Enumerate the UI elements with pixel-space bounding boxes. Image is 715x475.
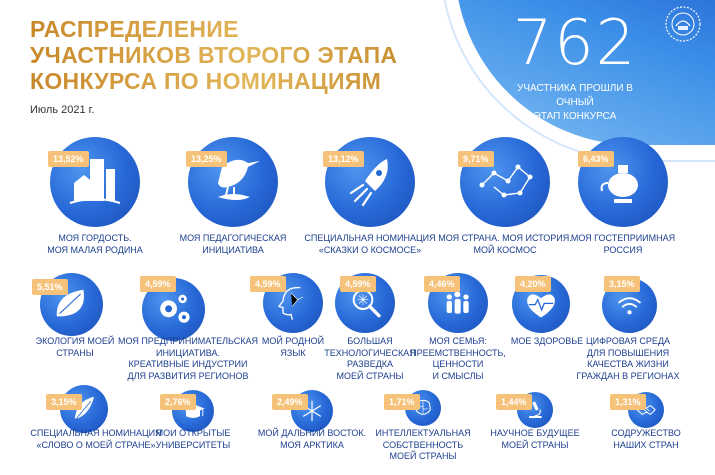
nomination-label-line: ЦИФРОВАЯ СРЕДА [585, 336, 671, 346]
nomination-label-line: НАУЧНОЕ БУДУЩЕЕ [490, 428, 580, 438]
nomination-label-line: СТРАНЫ [56, 347, 94, 358]
nomination-label-line: ДЛЯ РАЗВИТИЯ РЕГИОНОВ [127, 370, 249, 381]
nomination-label-line: ЯЗЫК [280, 347, 306, 358]
nomination-label-line: МОЯ МАЛАЯ РОДИНА [47, 244, 143, 255]
nomination-label [563, 336, 693, 382]
nomination-label [553, 233, 693, 256]
page-title [30, 16, 397, 94]
value-badge: 1,71% [384, 394, 420, 410]
contest-emblem-icon [663, 4, 703, 44]
nomination-label-line: КРЕАТИВНЫЕ ИНДУСТРИИ [128, 359, 248, 369]
nomination-label-line: МОЯ ГОСТЕПРИИМНАЯ [570, 233, 676, 243]
value-badge: 4,46% [424, 276, 460, 292]
nomination-label-line: ИНТЕЛЛЕКТУАЛЬНАЯ [375, 428, 471, 438]
caption-line: ЭТАП КОНКУРСА [533, 111, 617, 122]
nomination-label-line: ГРАЖДАН В РЕГИОНАХ [576, 370, 680, 381]
nomination-label-line: РАЗВЕДКА [346, 359, 394, 369]
nomination-label-line: МОЯ СЕМЬЯ: [429, 336, 487, 346]
value-badge: 2,76% [160, 394, 196, 410]
nomination-label-line: РОССИЯ [603, 244, 643, 255]
nomination-label-line: СОДРУЖЕСТВО [611, 428, 681, 438]
nomination-label-line: ТЕХНОЛОГИЧЕСКАЯ [324, 347, 416, 358]
value-badge: 13,25% [186, 151, 227, 167]
value-badge: 1,31% [610, 394, 646, 410]
value-badge: 3,15% [46, 394, 82, 410]
nomination-label [158, 233, 308, 256]
nomination-label-line: МОЕЙ СТРАНЫ [501, 439, 569, 450]
nomination-label-line: СОБСТВЕННОСТЬ [382, 439, 464, 450]
participants-caption [505, 82, 645, 124]
nomination-label-line: И СМЫСЛЫ [432, 370, 484, 381]
nomination-label-line: МОЯ ПЕДАГОГИЧЕСКАЯ [179, 233, 287, 243]
nomination-label-line: ПРЕЕМСТВЕННОСТЬ, [410, 347, 506, 358]
nomination-label-line: СПЕЦИАЛЬНАЯ НОМИНАЦИЯ [30, 428, 162, 438]
nomination-label-line: УНИВЕРСИТЕТЫ [155, 439, 231, 450]
nomination-label-line: ИНИЦИАТИВА [202, 244, 264, 255]
nomination-label-line: ИНИЦИАТИВА. [155, 347, 221, 358]
participants-total: 762 [512, 6, 638, 79]
value-badge: 5,51% [32, 279, 68, 295]
value-badge: 13,12% [323, 151, 364, 167]
nomination-label [20, 233, 170, 256]
value-badge: 4,59% [250, 276, 286, 292]
nomination-label [475, 428, 595, 451]
nomination-label-line: МОЙ КОСМОС [473, 244, 537, 255]
report-date: Июль 2021 г. [30, 104, 95, 116]
nomination-label-line: МОЙ РОДНОЙ [261, 336, 325, 346]
nomination-label-line: КАЧЕСТВА ЖИЗНИ [587, 359, 669, 369]
nomination-label-line: ЦЕННОСТИ [432, 359, 484, 369]
value-badge: 4,20% [515, 276, 551, 292]
nomination-label-line: СПЕЦИАЛЬНАЯ НОМИНАЦИЯ [304, 233, 436, 243]
nomination-label-line: БОЛЬШАЯ [347, 336, 393, 346]
title-line: УЧАСТНИКОВ ВТОРОГО ЭТАПА [30, 42, 398, 68]
value-badge: 2,49% [272, 394, 308, 410]
value-badge: 1,44% [496, 394, 532, 410]
nomination-label [591, 428, 701, 451]
nomination-label-line: «СЛОВО О МОЕЙ СТРАНЕ» [36, 439, 156, 450]
nomination-label-line: МОЯ СТРАНА. МОЯ ИСТОРИЯ. [438, 233, 572, 243]
nomination-label-line: МОЕЙ СТРАНЫ [336, 370, 404, 381]
nomination-label [295, 233, 445, 256]
nomination-label-line: МОЯ ГОРДОСТЬ. [58, 233, 132, 243]
value-badge: 3,15% [604, 276, 640, 292]
nomination-label-line: МОЕ ЗДОРОВЬЕ [510, 336, 584, 346]
title-line: КОНКУРСА ПО НОМИНАЦИЯМ [30, 68, 382, 94]
value-badge: 9,71% [458, 151, 494, 167]
nomination-label [133, 428, 253, 451]
title-line: РАСПРЕДЕЛЕНИЕ [30, 16, 239, 42]
nomination-label-line: МОЯ АРКТИКА [280, 439, 344, 450]
value-badge: 4,59% [140, 276, 176, 292]
nomination-label-line: ЭКОЛОГИЯ МОЕЙ [35, 336, 115, 346]
nomination-label [247, 428, 377, 451]
nomination-label-line: ДЛЯ ПОВЫШЕНИЯ [586, 347, 670, 358]
nomination-label [363, 428, 483, 463]
nomination-label-line: МОЕЙ СТРАНЫ [389, 451, 457, 461]
value-badge: 13,52% [48, 151, 89, 167]
nomination-label-line: МОИ ОТКРЫТЫЕ [155, 428, 231, 438]
nomination-label-line: МОЙ ДАЛЬНИЙ ВОСТОК. [257, 428, 367, 438]
nomination-label-line: МОЯ ПРЕДПРИНИМАТЕЛЬСКАЯ [118, 336, 258, 346]
caption-line: УЧАСТНИКА ПРОШЛИ В ОЧНЫЙ [517, 83, 633, 108]
nomination-label-line: «СКАЗКИ О КОСМОСЕ» [318, 244, 422, 255]
nomination-label-line: НАШИХ СТРАН [613, 439, 679, 450]
value-badge: 4,59% [340, 276, 376, 292]
value-badge: 6,43% [578, 151, 614, 167]
